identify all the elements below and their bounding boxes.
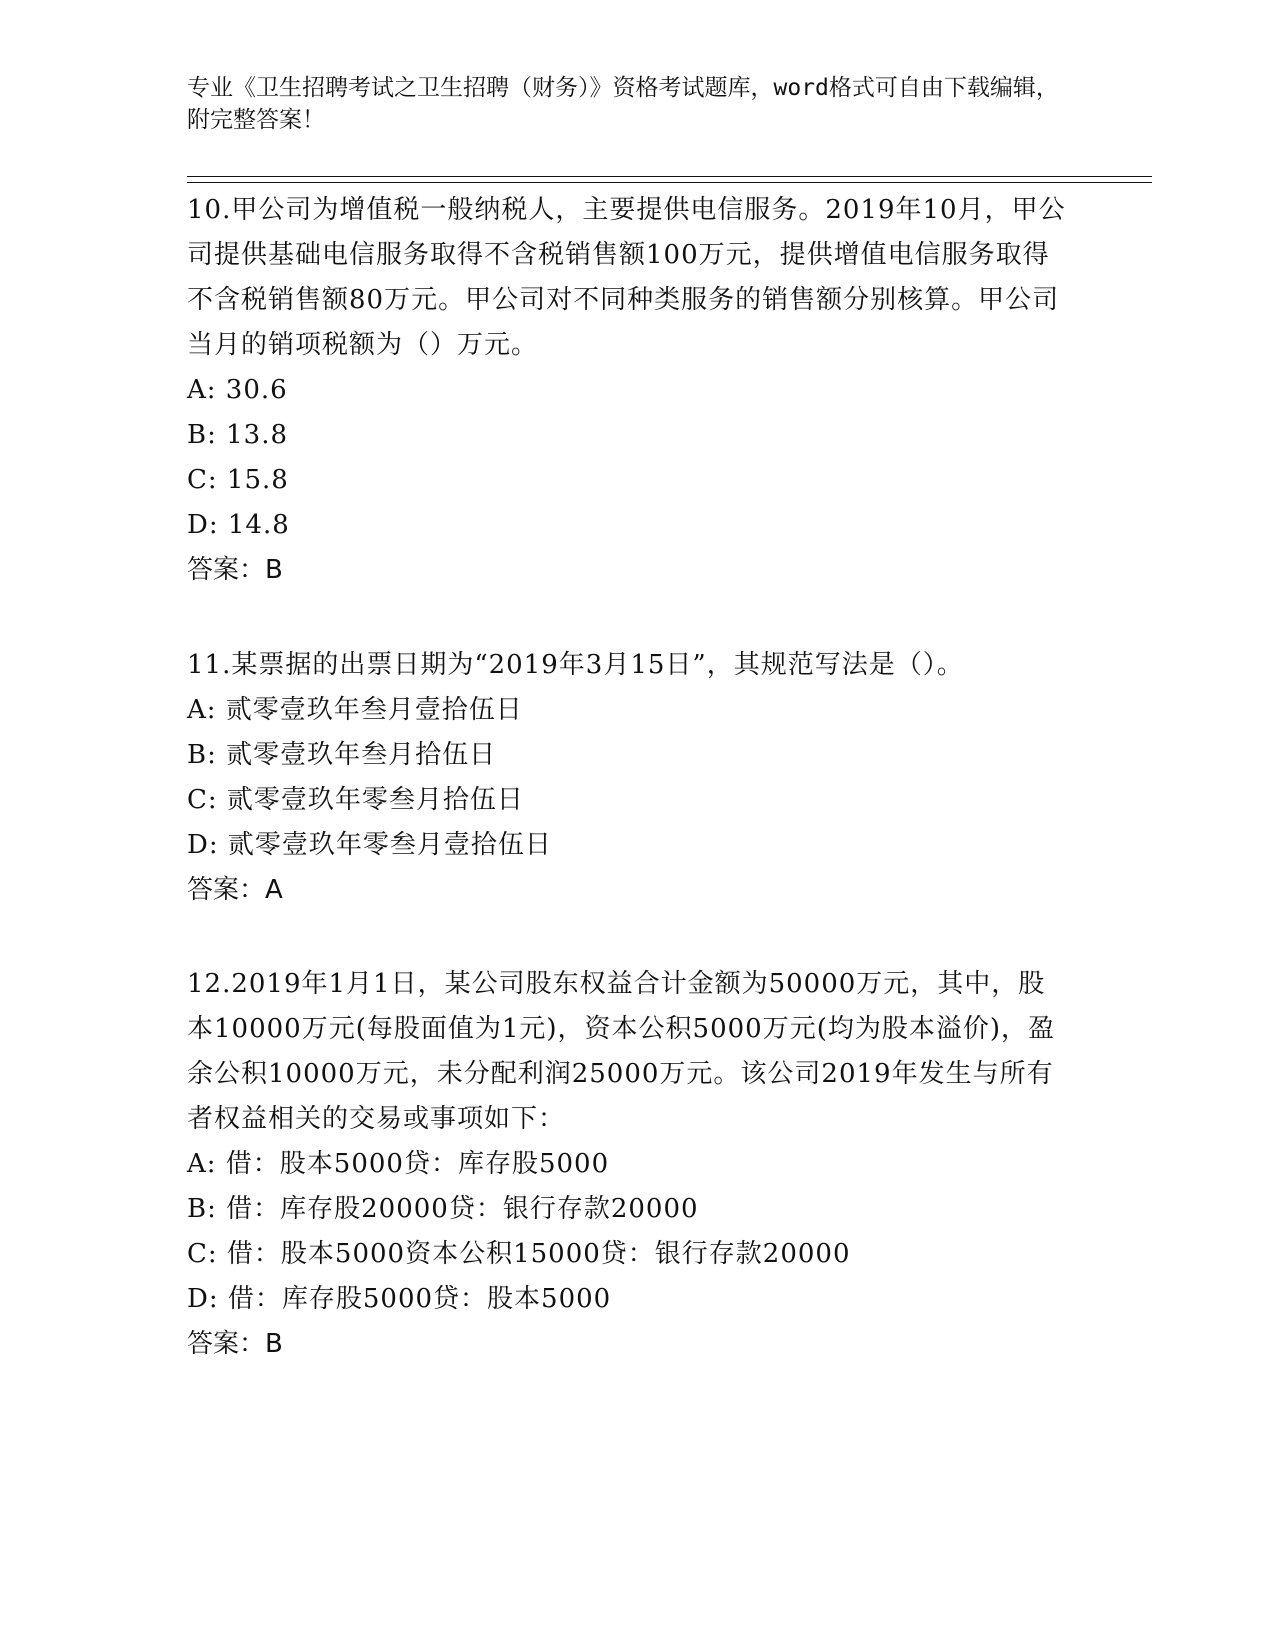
document-header: 专业《卫生招聘考试之卫生招聘（财务）》资格考试题库，word格式可自由下载编辑，附完整答案！	[187, 75, 1059, 133]
answer-line: 答案：B	[187, 1329, 283, 1359]
question-stem: 10.甲公司为增值税一般纳税人，主要提供电信服务。2019年10月，甲公司提供基础电信服务取得不含税销售额100万元，提供增值电信服务取得不含税销售额80万元。甲公司对不同种类服务的销售额分别核算。甲公司当月的销项税额为（）万元。	[187, 195, 1066, 360]
option-a: A: 30.6	[187, 375, 288, 405]
option-b: B: 13.8	[187, 420, 289, 450]
option-a: A: 借：股本5000贷：库存股5000	[187, 1149, 610, 1179]
question-stem: 12.2019年1月1日，某公司股东权益合计金额为50000万元，其中，股本10000万元(每股面值为1元)，资本公积5000万元(均为股本溢价)，盈余公积10000万元，未分配利润25000万元。该公司2019年发生与所有者权益相关的交易或事项如下：	[187, 969, 1055, 1134]
option-c: C: 15.8	[187, 465, 289, 495]
question-stem: 11.某票据的出票日期为“2019年3月15日”，其规范写法是（）。	[187, 650, 964, 680]
answer-line: 答案：A	[187, 875, 283, 905]
question-11	[187, 643, 1067, 913]
option-a: A: 贰零壹玖年叁月壹拾伍日	[187, 695, 523, 725]
header-divider-bottom	[187, 182, 1152, 183]
answer-line: 答案：B	[187, 555, 283, 585]
option-b: B: 贰零壹玖年叁月拾伍日	[187, 740, 497, 770]
option-b: B: 借：库存股20000贷：银行存款20000	[187, 1194, 699, 1224]
option-d: D: 14.8	[187, 510, 290, 540]
question-12	[187, 962, 1067, 1367]
option-c: C: 贰零壹玖年零叁月拾伍日	[187, 785, 524, 815]
option-d: D: 借：库存股5000贷：股本5000	[187, 1284, 612, 1314]
option-c: C: 借：股本5000资本公积15000贷：银行存款20000	[187, 1239, 851, 1269]
question-10	[187, 188, 1067, 593]
header-divider-top	[187, 176, 1152, 177]
option-d: D: 贰零壹玖年零叁月壹拾伍日	[187, 830, 552, 860]
